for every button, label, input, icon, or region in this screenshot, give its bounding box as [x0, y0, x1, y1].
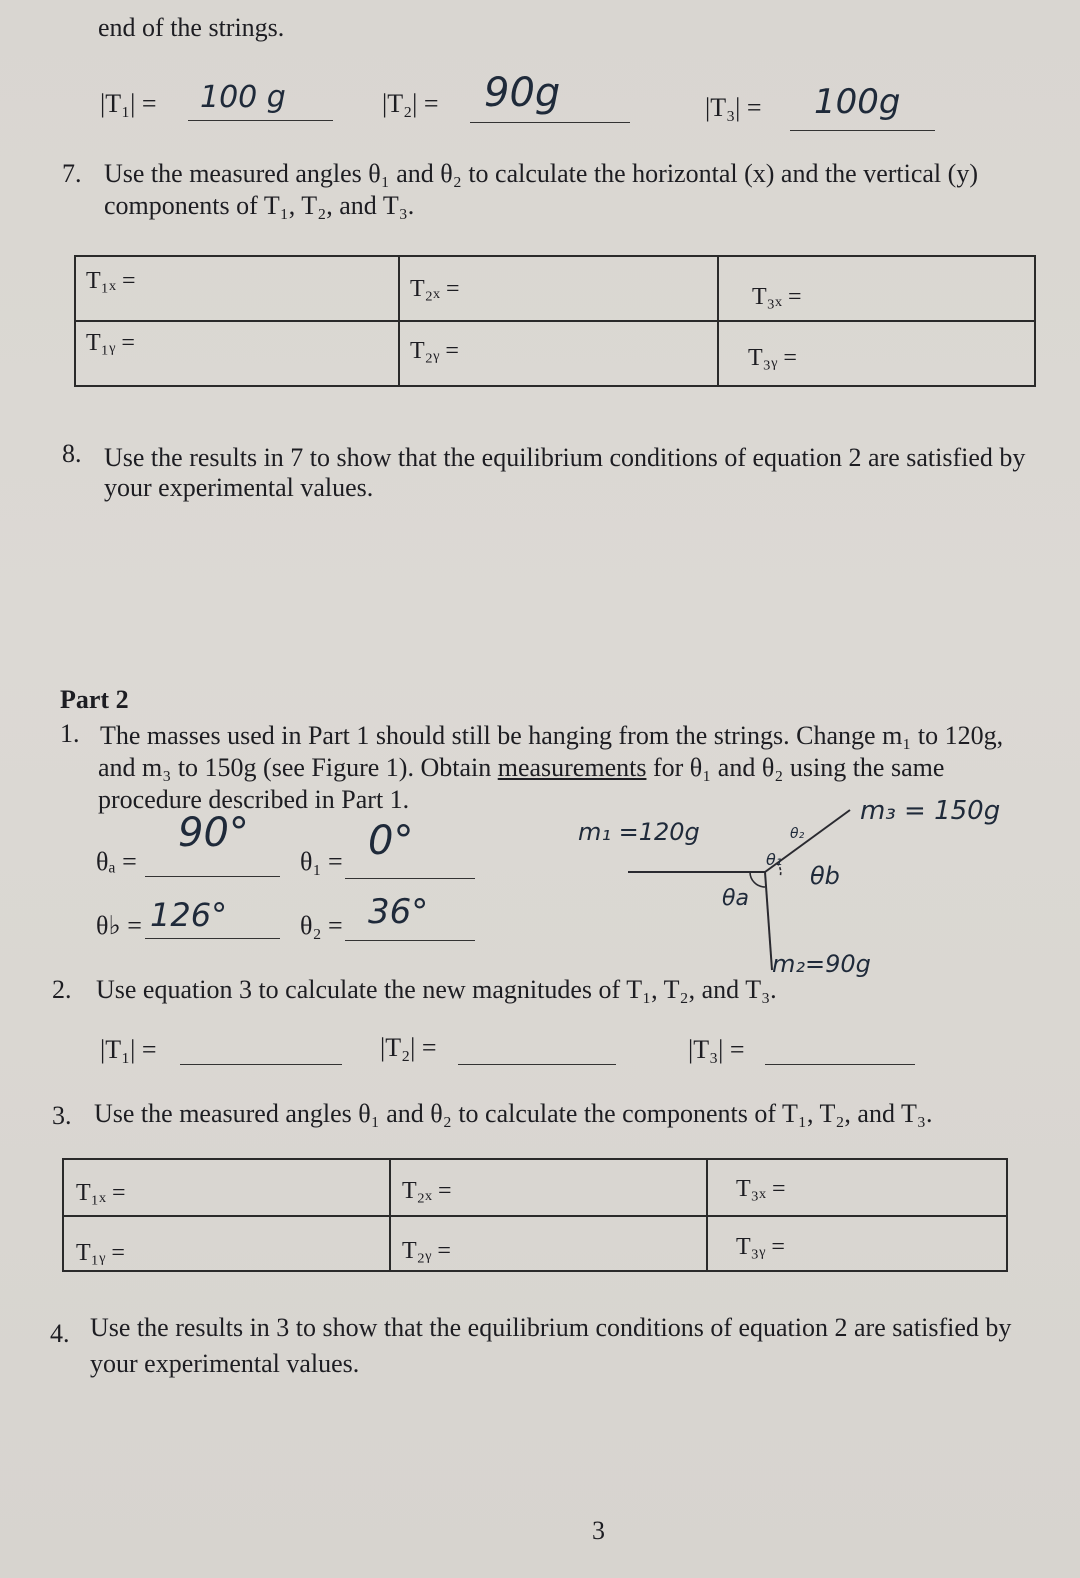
p2-t2y: T₂ᵧ =: [402, 1238, 451, 1264]
theta-2-label: θ₂ =: [300, 911, 343, 940]
t3-value: 100g: [814, 82, 901, 122]
p2-q2-number: 2.: [52, 975, 72, 1004]
p2-t3-label: |T₃| =: [688, 1035, 745, 1064]
q8-number: 8.: [62, 439, 82, 468]
q7-line2: components of T₁, T₂, and T₃.: [104, 191, 415, 220]
q7-table-col-divider-2: [717, 255, 719, 387]
theta-2-value: 36°: [368, 892, 429, 932]
p2-q1-line2-pre: and m₃ to 150g (see Figure 1). Obtain: [98, 753, 498, 782]
q7-line1: Use the measured angles θ₁ and θ₂ to calculate the horizontal (x) and the vertical (y): [104, 159, 978, 188]
t1-value: 100 g: [200, 80, 286, 115]
q7-t2y: T₂ᵧ =: [410, 338, 459, 364]
q7-t1y: T₁ᵧ =: [86, 330, 135, 356]
sketch-theta-2: θ₂: [790, 826, 805, 842]
t1-underline: [188, 120, 333, 121]
p2-t1y: T₁ᵧ =: [76, 1240, 125, 1266]
t2-underline: [470, 122, 630, 123]
theta-1-underline: [345, 878, 475, 879]
theta-b-value: 126°: [150, 896, 228, 934]
t3-underline: [790, 130, 935, 131]
p2-q2-text: Use equation 3 to calculate the new magnitudes of T₁, T₂, and T₃.: [96, 975, 777, 1004]
theta-1-value: 0°: [368, 818, 414, 864]
sketch-theta-1: θ₁: [766, 850, 783, 869]
p2-q3-text: Use the measured angles θ₁ and θ₂ to calculate the components of T₁, T₂, and T₃.: [94, 1099, 933, 1128]
p2-q1-number: 1.: [60, 719, 80, 748]
p2-t2-label: |T₂| =: [380, 1033, 437, 1062]
q7-table-row-divider: [74, 320, 1036, 322]
p2-q1-line2: [98, 752, 944, 784]
q7-t1x: T₁ₓ =: [86, 268, 136, 294]
sketch-theta-a: θa: [722, 886, 749, 911]
p2-q3-table-col-divider-1: [389, 1158, 391, 1272]
q7-t2x: T₂ₓ =: [410, 276, 460, 302]
theta-a-underline: [145, 876, 280, 877]
sketch-theta-b: θb: [810, 862, 840, 890]
theta-1-label: θ₁ =: [300, 847, 343, 876]
p2-t2x: T₂ₓ =: [402, 1178, 452, 1204]
theta-a-label: θₐ =: [96, 847, 137, 876]
p2-q4-number: 4.: [50, 1319, 70, 1348]
sketch-m1: m₁ =120g: [578, 818, 700, 846]
p2-t3x: T₃ₓ =: [736, 1176, 786, 1202]
p2-q1-line1: The masses used in Part 1 should still be hanging from the strings. Change m₁ to 120g,: [100, 721, 1004, 750]
t1-label: |T₁| =: [100, 89, 157, 118]
theta-a-value: 90°: [178, 810, 249, 856]
q7-t3x: T₃ₓ =: [752, 284, 802, 310]
theta-2-underline: [345, 940, 475, 941]
p2-t3y: T₃ᵧ =: [736, 1234, 785, 1260]
theta-b-underline: [145, 938, 280, 939]
t2-value: 90g: [484, 70, 561, 116]
p2-q1-line2-post: for θ₁ and θ₂ using the same: [646, 753, 945, 782]
p2-q3-table-row-divider: [62, 1215, 1008, 1217]
p2-t3-underline: [765, 1064, 915, 1065]
q7-table-col-divider-1: [398, 255, 400, 387]
p2-q3-table-col-divider-2: [706, 1158, 708, 1272]
theta-b-label: θ♭ =: [96, 911, 142, 940]
q7-number: 7.: [62, 159, 82, 188]
p2-t1x: T₁ₓ =: [76, 1180, 126, 1206]
intro-tail: end of the strings.: [98, 13, 285, 42]
p2-t1-underline: [180, 1064, 342, 1065]
sketch-m2: m₂=90g: [772, 950, 871, 978]
sketch-m3: m₃ = 150g: [860, 796, 1001, 826]
sketch-arc-a: [750, 872, 765, 887]
q8-line2: your experimental values.: [104, 473, 374, 502]
p2-q1-line3: procedure described in Part 1.: [98, 785, 410, 814]
p2-q3-number: 3.: [52, 1101, 72, 1130]
page-number: 3: [592, 1516, 605, 1545]
p2-t2-underline: [458, 1064, 616, 1065]
p2-t1-label: |T₁| =: [100, 1035, 157, 1064]
t2-label: |T₂| =: [382, 89, 439, 118]
part2-heading: Part 2: [60, 685, 129, 714]
p2-q4-line1: Use the results in 3 to show that the equilibrium conditions of equation 2 are satisfied by: [90, 1313, 1012, 1342]
p2-q4-line2: your experimental values.: [90, 1349, 360, 1378]
t3-label: |T₃| =: [705, 93, 762, 122]
q8-line1: Use the results in 7 to show that the equilibrium conditions of equation 2 are satisfied by: [104, 443, 1026, 472]
q7-t3y: T₃ᵧ =: [748, 345, 797, 371]
sketch-string-m2: [765, 872, 772, 970]
p2-q1-measurements: measurements: [497, 753, 647, 782]
